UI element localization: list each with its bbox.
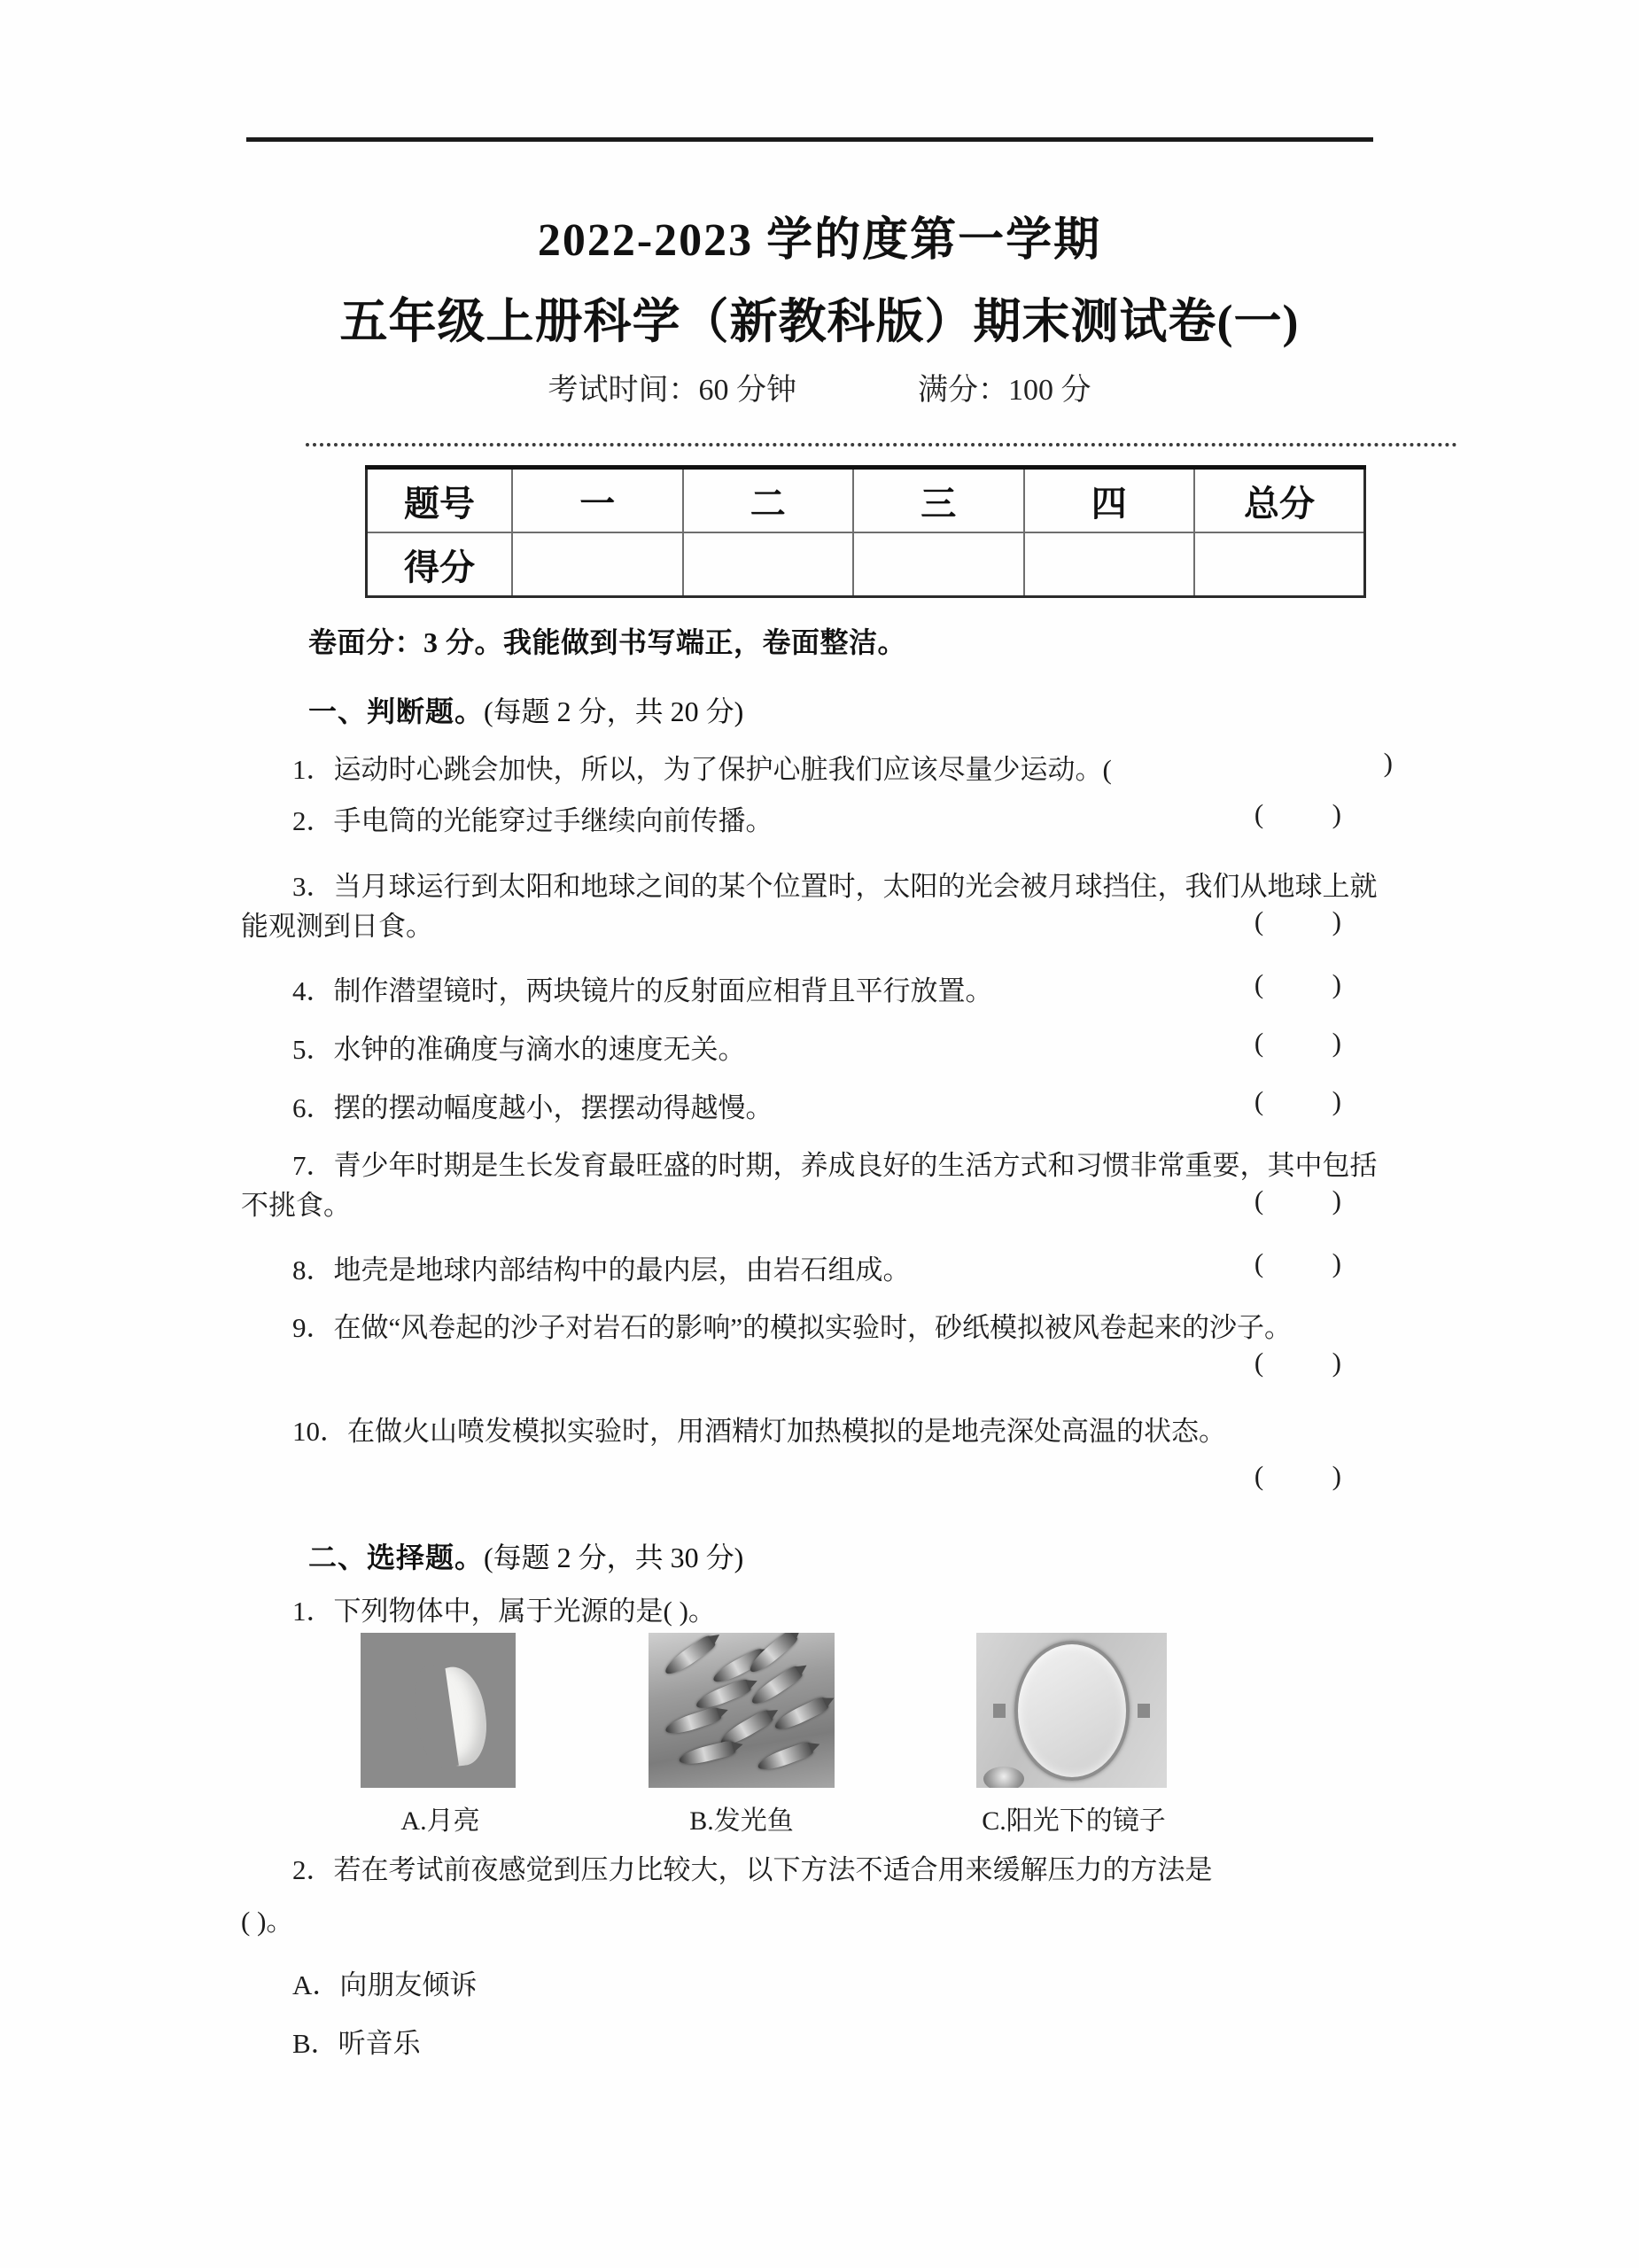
score-table-col-2: 二: [683, 468, 854, 533]
score-cell-3[interactable]: [853, 532, 1024, 597]
choice-q2-option-a-label: A．向朋友倾诉: [292, 1969, 478, 2000]
page-title-line1: 2022-2023 学的度第一学期: [537, 215, 1102, 266]
mirror-glass: [1014, 1641, 1130, 1781]
tf-question-2: [241, 798, 1394, 838]
tf-q9-answer-box[interactable]: ( ): [1254, 1347, 1341, 1378]
tf-question-4: [241, 968, 1394, 1008]
tf-question-5: [241, 1027, 1394, 1067]
option-c-image-cell[interactable]: [976, 1633, 1167, 1788]
tf-q4-text: 制作潜望镜时，两块镜片的反射面应相背且平行放置。: [333, 975, 993, 1006]
tf-q10-answer-box[interactable]: ( ): [1254, 1460, 1341, 1491]
score-table: [365, 465, 1366, 598]
score-table-col-1: 一: [512, 468, 683, 533]
tf-q1-text: 运动时心跳会加快，所以，为了保护心脏我们应该尽量少运动。(: [333, 754, 1112, 785]
tf-q2-answer-box[interactable]: ( ): [1254, 798, 1341, 829]
option-c-label: C.阳光下的镜子: [982, 1806, 1166, 1836]
score-table-score-label: 得分: [367, 532, 513, 597]
table-row-scores: [367, 532, 1365, 597]
exam-total-score: 满分：100 分: [918, 374, 1091, 407]
tf-q4-number: 4．: [292, 975, 334, 1006]
section-1-note: (每题 2 分，共 20 分): [484, 695, 744, 727]
tf-q9-number: 9．: [292, 1312, 334, 1343]
fish-shape: [664, 1706, 722, 1738]
option-a-image-cell[interactable]: [361, 1633, 516, 1788]
page-title-line2: 五年级上册科学（新教科版）期末测试卷(一): [339, 295, 1300, 348]
score-cell-4[interactable]: [1024, 532, 1195, 597]
choice-q1-option-captions: [241, 1798, 1394, 1837]
fish-shape: [773, 1696, 830, 1734]
tf-q8-text: 地壳是地球内部结构中的最内层，由岩石组成。: [333, 1254, 911, 1285]
choice-q2-answer-box[interactable]: ( )。: [241, 1906, 294, 1937]
tf-question-8: [241, 1247, 1394, 1287]
score-table-col-3: 三: [853, 468, 1024, 533]
fish-shape: [662, 1634, 717, 1679]
choice-q2-option-b[interactable]: [241, 2021, 1394, 2061]
tf-q6-text: 摆的摆动幅度越小，摆摆动得越慢。: [333, 1092, 773, 1123]
glowing-fish-image: [649, 1633, 835, 1788]
choice-question-2: [241, 1847, 1394, 1887]
tf-q4-answer-box[interactable]: ( ): [1254, 968, 1341, 999]
option-a-label: A.月亮: [400, 1806, 480, 1836]
score-cell-total[interactable]: [1194, 532, 1365, 597]
tf-question-3: [241, 864, 1394, 944]
mirror-base: [983, 1767, 1024, 1788]
score-cell-1[interactable]: [512, 532, 683, 597]
score-cell-2[interactable]: [683, 532, 854, 597]
choice-question-1: [241, 1588, 1394, 1628]
section-2-note: (每题 2 分，共 30 分): [484, 1542, 744, 1573]
tf-q7-number: 7．: [292, 1150, 334, 1181]
moon-image: [361, 1633, 516, 1788]
option-b-label: B.发光鱼: [689, 1806, 794, 1836]
exam-duration: 考试时间：60 分钟: [548, 374, 796, 407]
tf-q8-number: 8．: [292, 1254, 334, 1285]
tf-q8-answer-box[interactable]: ( ): [1254, 1247, 1341, 1278]
tf-q10-number: 10．: [292, 1416, 347, 1447]
section-1-title: 一、判断题。: [308, 695, 485, 727]
choice-q1-text: 下列物体中，属于光源的是( )。: [333, 1596, 716, 1627]
tf-q9-text: 在做“风卷起的沙子对岩石的影响”的模拟实验时，砂纸模拟被风卷起来的沙子。: [333, 1312, 1293, 1343]
tf-question-10: [241, 1409, 1394, 1449]
tf-q5-number: 5．: [292, 1034, 334, 1065]
mirror-in-sunlight-image: [976, 1633, 1167, 1788]
tf-question-1: [241, 747, 1394, 787]
choice-q1-image-options: [241, 1633, 1394, 1788]
section-heading-2: [308, 1535, 743, 1576]
tf-q7-answer-box[interactable]: ( ): [1254, 1184, 1341, 1216]
tf-q9-body: [241, 1305, 1394, 1345]
tf-q3-text: 当月球运行到太阳和地球之间的某个位置时，太阳的光会被月球挡住，我们从地球上就能观测到日食。: [241, 871, 1378, 942]
score-table-header-label: 题号: [367, 468, 513, 533]
score-table-col-total: 总分: [1194, 468, 1365, 533]
tf-q2-text: 手电筒的光能穿过手继续向前传播。: [333, 805, 773, 836]
table-row-header: [367, 468, 1365, 533]
choice-q2-option-b-label: B．听音乐: [292, 2028, 421, 2059]
tf-q1-number: 1．: [292, 754, 334, 785]
tf-question-7: [241, 1143, 1394, 1223]
tf-q6-answer-box[interactable]: ( ): [1254, 1085, 1341, 1116]
option-b-image-cell[interactable]: [649, 1633, 835, 1788]
tf-question-6: [241, 1085, 1394, 1125]
tf-q2-number: 2．: [292, 805, 334, 836]
choice-q1-number: 1．: [292, 1596, 334, 1627]
tf-q3-body: [241, 864, 1394, 944]
section-2-title: 二、选择题。: [308, 1542, 485, 1573]
tf-q7-text: 青少年时期是生长发育最旺盛的时期，养成良好的生活方式和习惯非常重要，其中包括不挑食。: [241, 1150, 1378, 1221]
tf-q5-answer-box[interactable]: ( ): [1254, 1027, 1341, 1058]
paper-neatness-notice: 卷面分：3 分。我能做到书写端正，卷面整洁。: [308, 626, 907, 658]
tf-q5-text: 水钟的准确度与滴水的速度无关。: [333, 1034, 746, 1065]
tf-q10-text: 在做火山喷发模拟实验时，用酒精灯加热模拟的是地壳深处高温的状态。: [347, 1416, 1226, 1447]
mirror-pivot-right: [1138, 1704, 1150, 1718]
choice-q2-option-a[interactable]: [241, 1962, 1394, 2002]
tf-q7-body: [241, 1143, 1394, 1223]
dashed-separator: [306, 443, 1457, 447]
header-rule: [246, 137, 1373, 142]
score-table-col-4: 四: [1024, 468, 1195, 533]
choice-question-2-line2: [241, 1899, 1394, 1938]
choice-q2-number: 2．: [292, 1854, 334, 1885]
choice-q2-text-line1: 若在考试前夜感觉到压力比较大，以下方法不适合用来缓解压力的方法是: [333, 1854, 1213, 1885]
exam-meta: [0, 365, 1639, 408]
tf-q1-answer-box[interactable]: ): [1383, 747, 1393, 778]
fish-shape: [756, 1741, 814, 1775]
tf-q6-number: 6．: [292, 1092, 334, 1123]
fish-shape: [678, 1740, 736, 1768]
tf-question-9: [241, 1305, 1394, 1378]
section-heading-1: [308, 689, 743, 730]
tf-q3-answer-box[interactable]: ( ): [1254, 905, 1341, 936]
tf-q3-number: 3．: [292, 871, 334, 902]
mirror-pivot-left: [993, 1704, 1006, 1718]
